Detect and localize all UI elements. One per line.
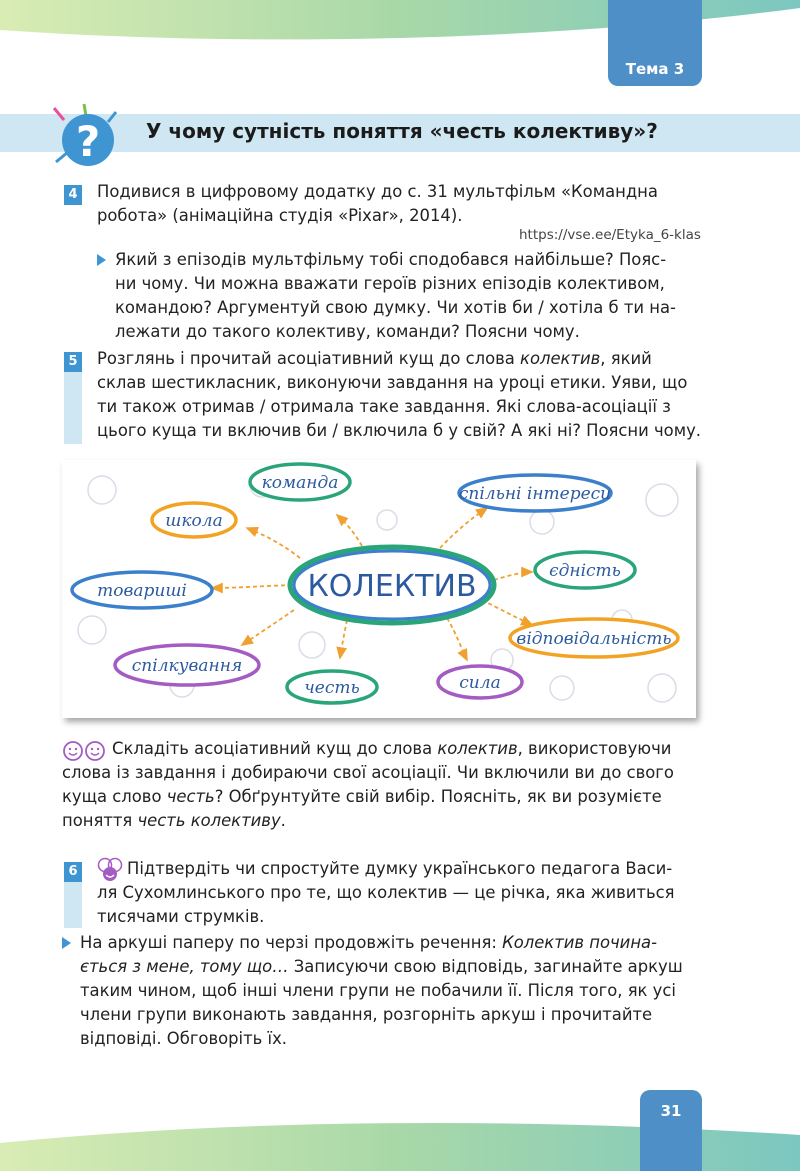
group-task-line: слова із завдання і добираючи свої асоціації. Чи включили ви до свого	[62, 763, 674, 782]
task-number-4: 4	[64, 185, 82, 205]
task6-line: Підтвердіть чи спростуйте думку українського педагога Васи-	[127, 859, 673, 878]
task4-bullet-line: Який з епізодів мультфільму тобі сподобався найбільше? Пояс-	[115, 250, 667, 269]
page-number: 31	[660, 1102, 682, 1120]
group-task-line: поняття честь колективу.	[62, 811, 286, 830]
task4-line: Подивися в цифровому додатку до с. 31 мультфільм «Командна	[97, 182, 658, 201]
association-cluster-figure	[62, 460, 696, 718]
task4-bullet-line: ни чому. Чи можна вважати героїв різних епізодів колективом,	[115, 274, 665, 293]
final-task-line: таким чином, щоб інші члени групи не побачили її. Після того, як усі	[80, 981, 676, 1000]
task6-text	[97, 857, 703, 929]
page-number-tab	[640, 1090, 702, 1171]
task5-line: Розглянь і прочитай асоціативний кущ до слова колектив, який	[97, 349, 652, 368]
task4-text	[97, 180, 703, 228]
word-unity: єдність	[549, 561, 621, 581]
task4-bullet-text	[115, 248, 703, 344]
task4-bullet-line: командою? Аргументуй свою думку. Чи хотів би / хотіла б ти на-	[115, 298, 676, 317]
word-responsibility: відповідальність	[516, 629, 672, 649]
theme-tab	[608, 0, 702, 86]
task5-line: ти також отримав / отримала таке завдання. Які слова-асоціації з	[97, 397, 671, 416]
cluster-center-word: КОЛЕКТИВ	[307, 569, 477, 604]
question-mark-icon	[50, 104, 130, 170]
word-honor: честь	[304, 678, 360, 698]
word-team: команда	[261, 473, 339, 493]
final-task-line: відповіді. Обговоріть їх.	[80, 1029, 287, 1048]
group-task-line: Складіть асоціативний кущ до слова колектив, використовуючи	[112, 739, 672, 758]
task4-line: робота» (анімаційна студія «Pixar», 2014).	[97, 206, 463, 225]
task5-line: склав шестикласник, виконуючи завдання на уроці етики. Уяви, що	[97, 373, 688, 392]
task6-line: ля Сухомлинського про те, що колектив — це річка, яка живиться	[97, 883, 675, 902]
task5-line: цього куща ти включив би / включила б у свій? А які ні? Поясни чому.	[97, 421, 701, 440]
word-interests: спільні інтереси	[458, 484, 612, 504]
group-task-text	[62, 737, 703, 833]
word-school: школа	[165, 511, 223, 531]
word-friends: товариші	[97, 581, 187, 601]
final-task-line: На аркуші паперу по черзі продовжіть речення: Колектив почина-	[80, 933, 658, 952]
svg-text:?: ?	[75, 117, 101, 166]
bullet-icon	[97, 254, 106, 266]
final-task-text	[80, 931, 703, 1051]
task-number-5: 5	[64, 352, 82, 372]
word-communication: спілкування	[131, 656, 243, 676]
task-number-6: 6	[64, 862, 82, 882]
cluster-diagram	[62, 460, 696, 718]
final-task-line: ється з мене, тому що… Записуючи свою відповідь, загинайте аркуш	[80, 957, 683, 976]
group-task-line: куща слово честь? Обґрунтуйте свій вибір. Поясніть, як ви розумієте	[62, 787, 662, 806]
video-link[interactable]: https://vse.ee/Etyka_6-klas	[519, 227, 701, 243]
bullet-icon	[62, 937, 71, 949]
theme-label: Тема 3	[625, 60, 685, 78]
task5-text	[97, 347, 703, 443]
task6-line: тисячами струмків.	[97, 907, 265, 926]
word-strength: сила	[459, 673, 501, 693]
question-title: У чому сутність поняття «честь колективу»?	[146, 119, 658, 143]
task4-bullet-line: лежати до такого колективу, команди? Поясни чому.	[115, 322, 580, 341]
final-task-line: члени групи виконають завдання, розгорніть аркуш і прочитайте	[80, 1005, 653, 1024]
